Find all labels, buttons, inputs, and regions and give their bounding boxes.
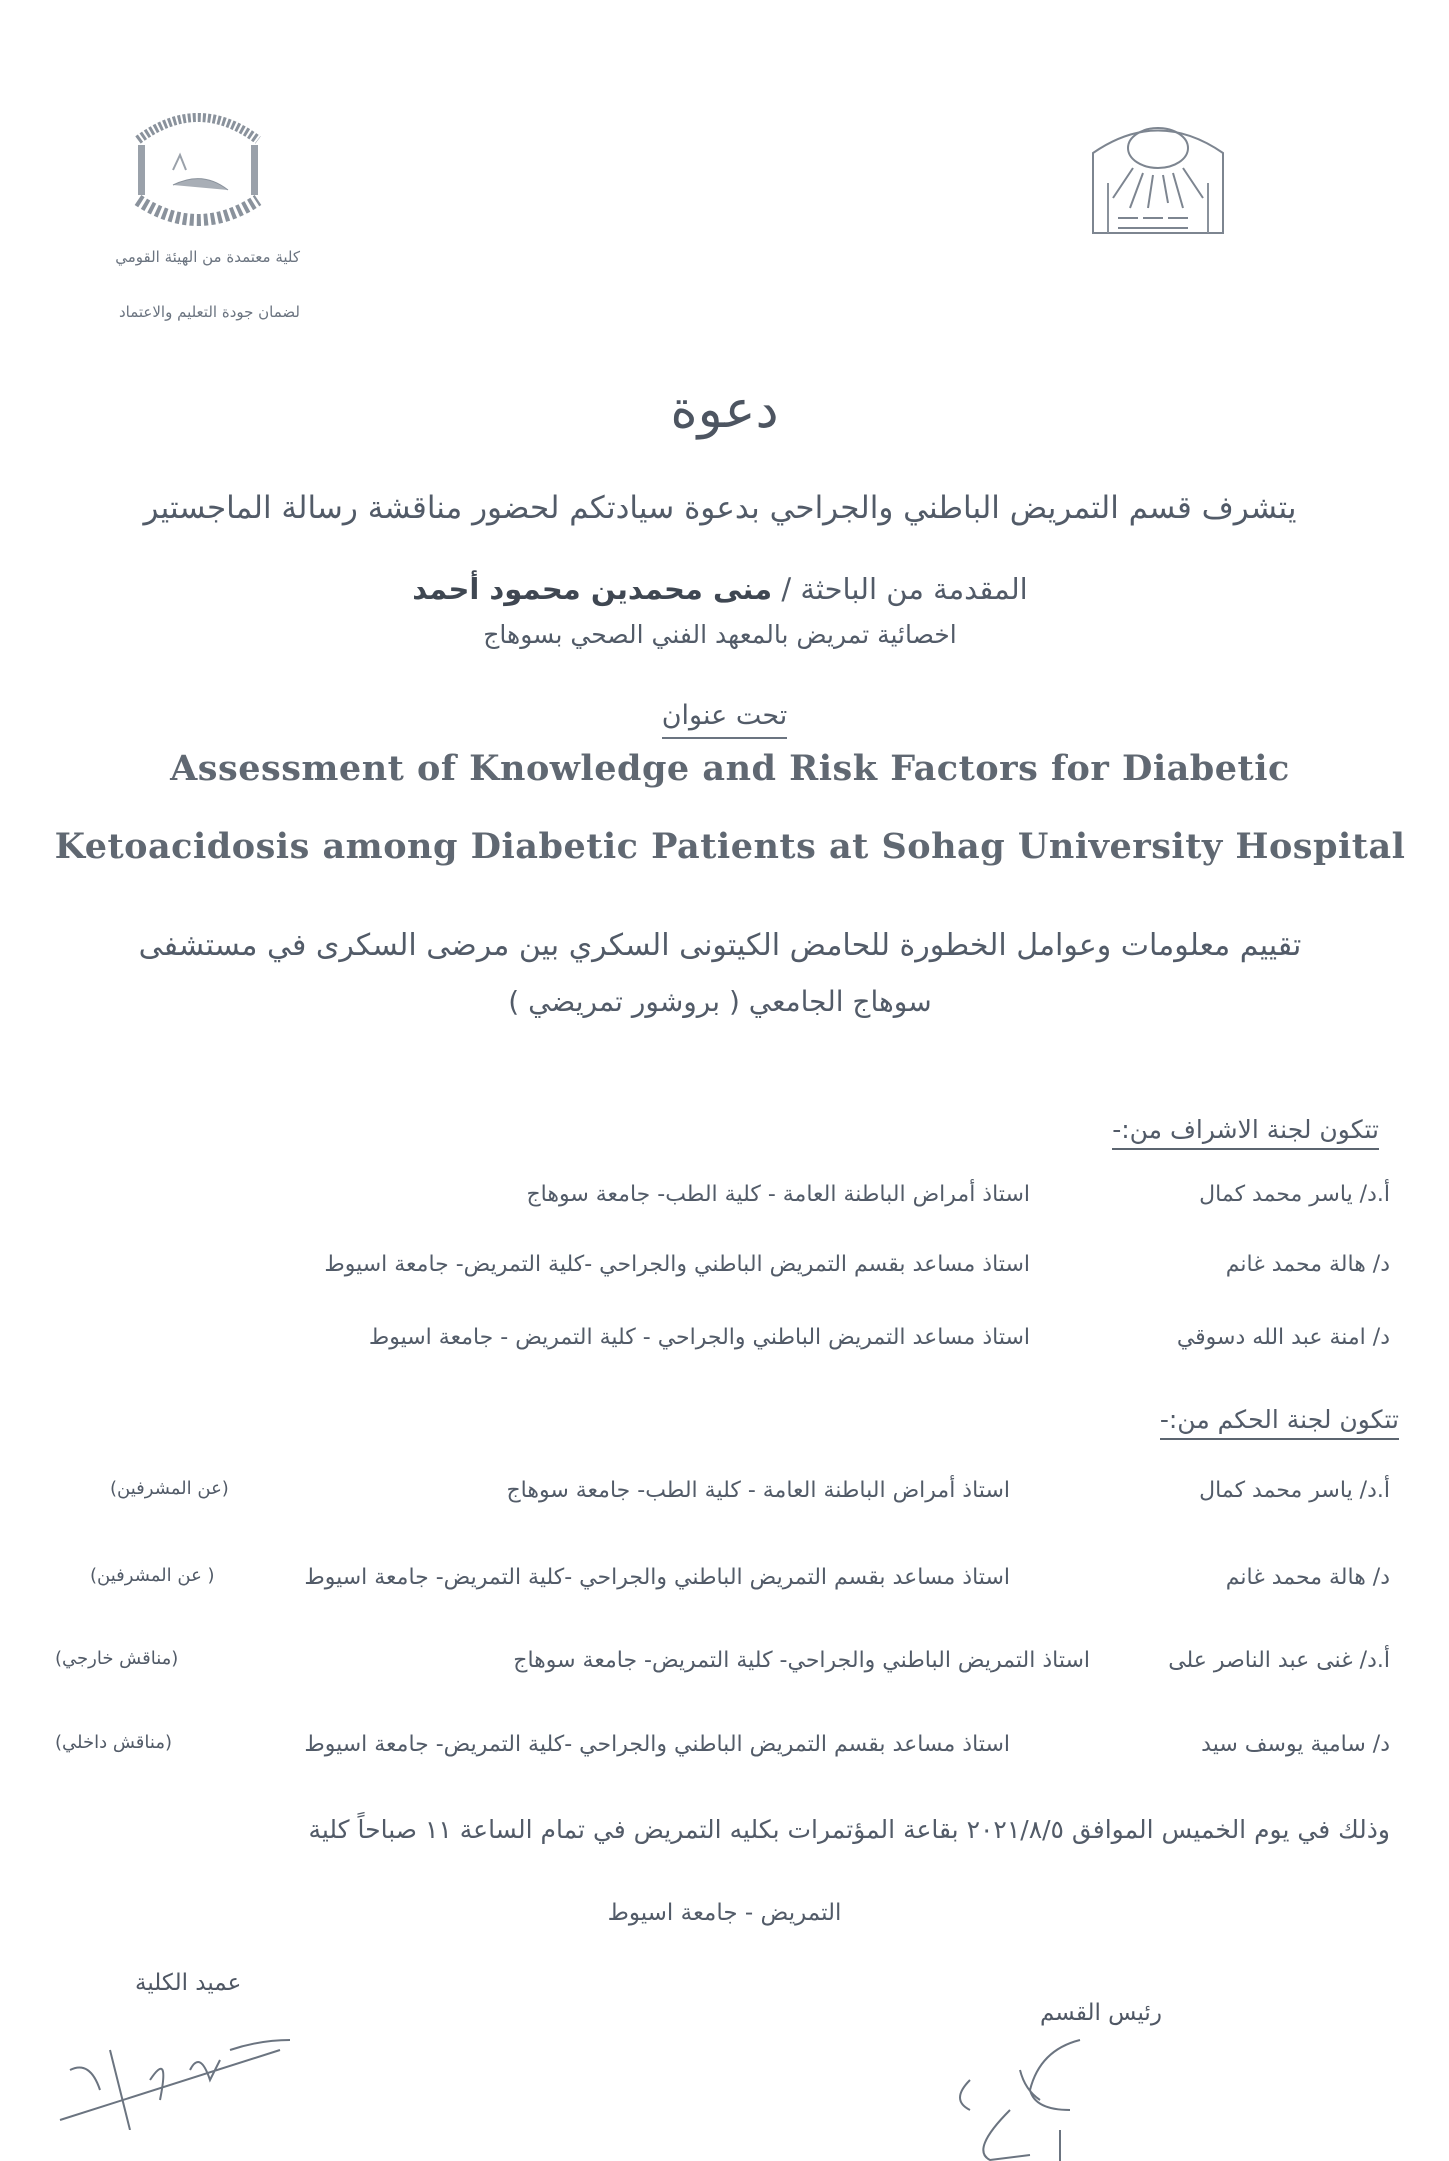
thesis-title-ar-line-1: تقييم معلومات وعوامل الخطورة للحامض الكيتونى السكري بين مرضى السكرى في مستشفى [138, 928, 1302, 963]
faculty-of-nursing-logo-icon [1088, 118, 1228, 238]
researcher-prefix: المقدمة من الباحثة / [772, 572, 1028, 606]
member-title: استاذ مساعد بقسم التمريض الباطني والجراحي -كلية التمريض- جامعة اسيوط [324, 1252, 1030, 1277]
thesis-title-en-line-1: Assessment of Knowledge and Risk Factors for Diabetic [170, 748, 1290, 789]
member-role: (مناقش خارجي) [55, 1648, 179, 1669]
member-role: (عن المشرفين) [110, 1478, 229, 1499]
member-role: ( عن المشرفين) [90, 1565, 215, 1586]
member-title: استاذ أمراض الباطنة العامة - كلية الطب- جامعة سوهاج [526, 1182, 1030, 1207]
member-name: د/ هالة محمد غانم [1225, 1252, 1390, 1277]
thesis-title-en-line-2: Ketoacidosis among Diabetic Patients at Sohag University Hospital [54, 826, 1406, 867]
accreditation-line-2: لضمان جودة التعليم والاعتماد [118, 303, 300, 321]
supervision-committee-heading [1112, 1115, 1379, 1144]
dean-signature-label: عميد الكلية [135, 1970, 242, 1996]
member-title: استاذ مساعد بقسم التمريض الباطني والجراحي -كلية التمريض- جامعة اسيوط [304, 1732, 1010, 1757]
judge-row [50, 1648, 1390, 1692]
member-name: أ.د/ ياسر محمد كمال [1199, 1182, 1390, 1207]
member-title: استاذ مساعد التمريض الباطني والجراحي - كلية التمريض - جامعة اسيوط [368, 1325, 1030, 1350]
dean-signature-icon [50, 2010, 330, 2130]
university-emblem-icon [128, 100, 268, 230]
researcher-line [60, 572, 1380, 606]
member-title: استاذ مساعد بقسم التمريض الباطني والجراحي -كلية التمريض- جامعة اسيوط [304, 1565, 1010, 1590]
member-title: استاذ أمراض الباطنة العامة - كلية الطب- جامعة سوهاج [506, 1478, 1010, 1503]
department-head-signature-icon [940, 2030, 1100, 2161]
judge-row [50, 1732, 1390, 1776]
judge-row [50, 1478, 1390, 1522]
invitation-intro: يتشرف قسم التمريض الباطني والجراحي بدعوة سيادتكم لحضور مناقشة رسالة الماجستير [143, 490, 1297, 526]
researcher-position: اخصائية تمريض بالمعهد الفني الصحي بسوهاج [483, 620, 957, 649]
judge-row [50, 1565, 1390, 1609]
judging-committee-heading [1160, 1405, 1399, 1434]
supervisor-row [50, 1252, 1390, 1296]
member-role: (مناقش داخلي) [55, 1732, 172, 1753]
supervision-committee-heading-text: تتكون لجنة الاشراف من:- [1112, 1115, 1379, 1150]
thesis-title-ar-line-2: سوهاج الجامعي ( بروشور تمريضي ) [508, 985, 932, 1018]
member-title: استاذ التمريض الباطني والجراحي- كلية التمريض- جامعة سوهاج [513, 1648, 1090, 1673]
event-location: التمريض - جامعة اسيوط [607, 1900, 842, 1926]
member-name: د/ امنة عبد الله دسوقي [1176, 1325, 1390, 1350]
member-name: د/ سامية يوسف سيد [1201, 1732, 1390, 1757]
under-title-heading [0, 700, 1449, 731]
researcher-name: منى محمدين محمود أحمد [412, 572, 773, 606]
member-name: أ.د/ غنى عبد الناصر على [1168, 1648, 1390, 1673]
event-details: وذلك في يوم الخميس الموافق ٢٠٢١/٨/٥ بقاعة المؤتمرات بكليه التمريض في تمام الساعة ١١ صباحاً كلية [308, 1815, 1390, 1844]
member-name: د/ هالة محمد غانم [1225, 1565, 1390, 1590]
member-name: أ.د/ ياسر محمد كمال [1199, 1478, 1390, 1503]
accreditation-line-1: كلية معتمدة من الهيئة القومي [115, 248, 300, 266]
supervisor-row [50, 1325, 1390, 1369]
judging-committee-heading-text: تتكون لجنة الحكم من:- [1160, 1405, 1399, 1440]
supervisor-row [50, 1182, 1390, 1226]
under-title-label: تحت عنوان [662, 700, 788, 739]
department-head-signature-label: رئيس القسم [1040, 2000, 1162, 2026]
page-title: دعوة [670, 380, 779, 440]
